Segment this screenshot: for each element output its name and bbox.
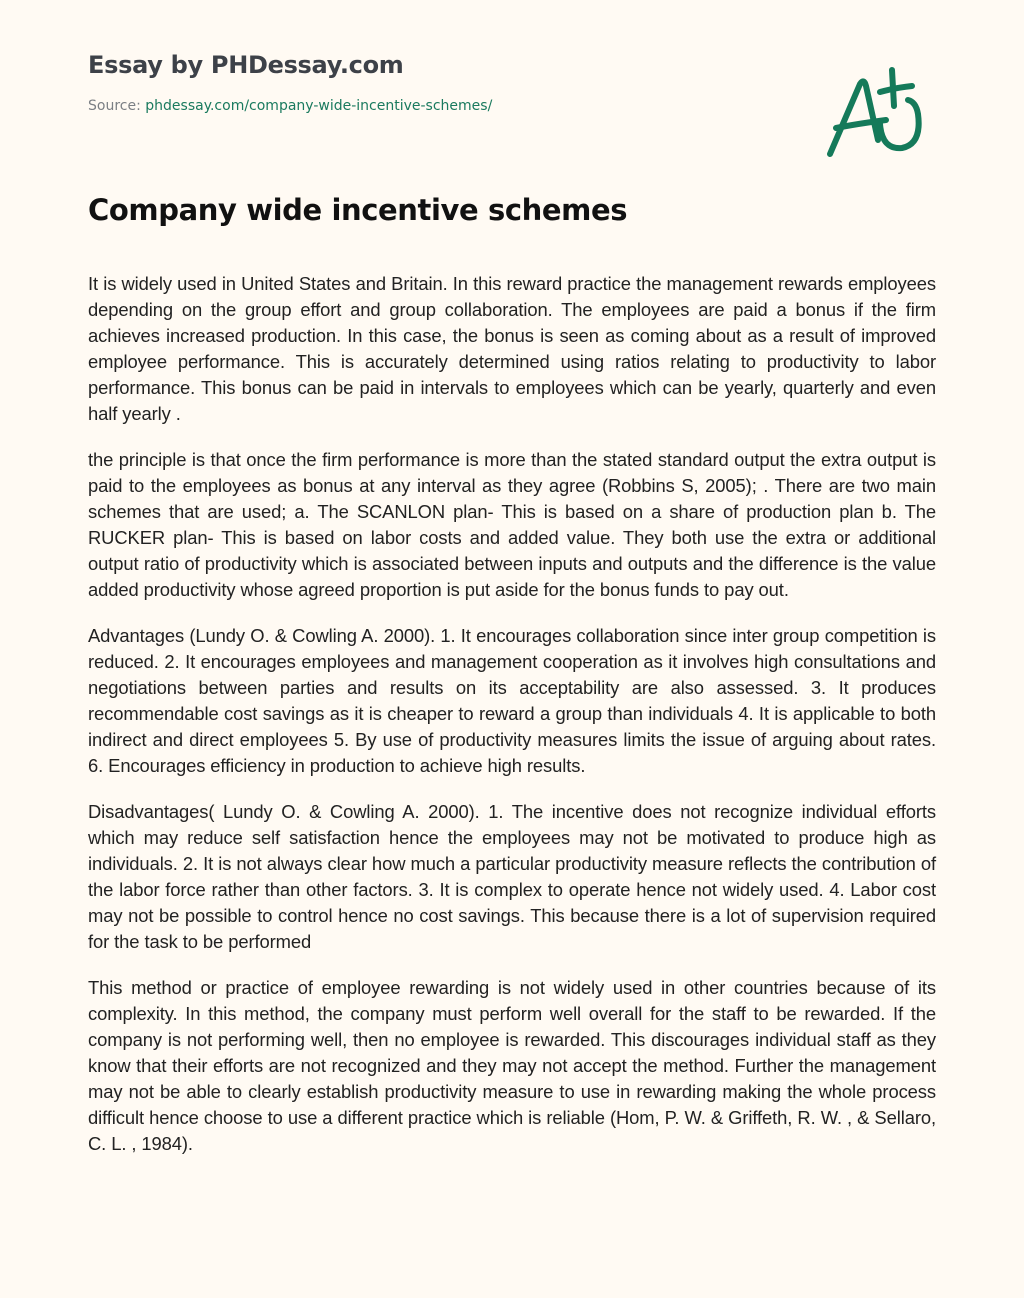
a-plus-grade-icon — [820, 62, 932, 162]
paragraph-conclusion: This method or practice of employee rewarding is not widely used in other countries because of its complexity. In this method, the company must perform well overall for the staff to be rewarded. If the company is not performing well, then no employee is rewarded. This discourages individual staff as they know that their efforts are not recognized and they may not accept the method. Further the management may not be able to clearly establish productivity measure to use in rewarding making the whole process difficult hence choose to use a different practice which is reliable (Hom, P. W. & Griffeth, R. W. , & Sellaro, C. L. , 1984). — [88, 977, 936, 1154]
paragraph-principle: the principle is that once the firm performance is more than the stated standard output the extra output is paid to the employees as bonus at any interval as they agree (Robbins S, 2005); . There are two main schemes that are used; a. The SCANLON plan- This is based on a share of production plan b. The RUCKER plan- This is based on labor costs and added value. They both use the extra or additional output ratio of productivity which is associated between inputs and outputs and the difference is the value added productivity whose agreed proportion is put aside for the bonus funds to pay out. — [88, 449, 936, 600]
paragraph-advantages: Advantages (Lundy O. & Cowling A. 2000). 1. It encourages collaboration since inter group competition is reduced. 2. It encourages employees and management cooperation as it involves high consultations and negotiations between parties and results on its acceptability are also assessed. 3. It produces recommendable cost savings as it is cheaper to reward a group than individuals 4. It is applicable to both indirect and direct employees 5. By use of productivity measures limits the issue of arguing about rates. 6. Encourages efficiency in production to achieve high results. — [88, 625, 936, 776]
article-body — [88, 271, 936, 1177]
source-label: Source: — [88, 98, 141, 114]
paragraph-disadvantages: Disadvantages( Lundy O. & Cowling A. 2000). 1. The incentive does not recognize individual efforts which may reduce self satisfaction hence the employees may not be motivated to produce high as individuals. 2. It is not always clear how much a particular productivity measure reflects the contribution of the labor force rather than other factors. 3. It is complex to operate hence not widely used. 4. Labor cost may not be possible to control hence no cost savings. This because there is a lot of supervision required for the task to be performed — [88, 801, 936, 952]
source-link[interactable]: phdessay.com/company-wide-incentive-schemes/ — [145, 98, 493, 114]
article-title: Company wide incentive schemes — [88, 193, 628, 227]
brand-title: Essay by PHDessay.com — [88, 51, 404, 79]
page-header — [88, 48, 688, 116]
source-line — [88, 96, 688, 116]
paragraph-intro: It is widely used in United States and Britain. In this reward practice the management rewards employees depending on the group effort and group collaboration. The employees are paid a bonus if the firm achieves increased production. In this case, the bonus is seen as coming about as a result of improved employee performance. This is accurately determined using ratios relating to productivity to labor performance. This bonus can be paid in intervals to employees which can be yearly, quarterly and even half yearly . — [88, 273, 936, 424]
